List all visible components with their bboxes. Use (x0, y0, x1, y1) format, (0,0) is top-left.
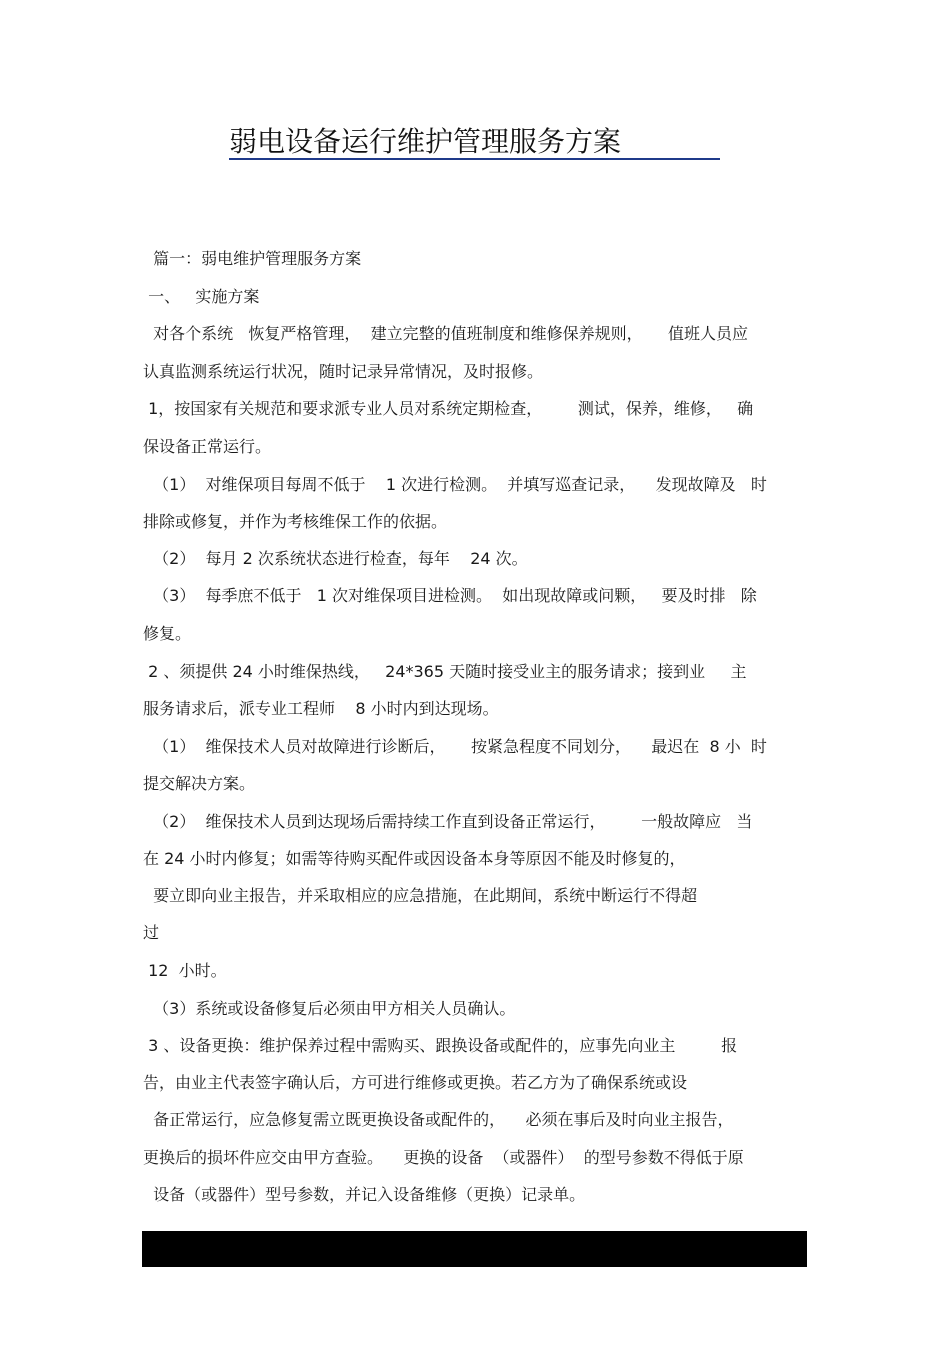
text-line: 备正常运行，应急修复需立既更换设备或配件的， 必须在事后及时向业主报告， (143, 1110, 734, 1129)
text-line: 告，由业主代表签字确认后，方可进行维修或更换。若乙方为了确保系统或设 (143, 1073, 688, 1092)
text-line: 认真监测系统运行状况，随时记录异常情况，及时报修。 (143, 362, 544, 381)
text-line: （2） 维保技术人员到达现场后需持续工作直到设备正常运行， 一般故障应 当 (143, 812, 753, 831)
text-line: 设备（或器件）型号参数，并记入设备维修（更换）记录单。 (143, 1185, 586, 1204)
text-line: （1） 对维保项目每周不低于 1 次进行检测。 并填写巡查记录， 发现故障及 时 (143, 475, 767, 494)
footer-bar (142, 1231, 807, 1267)
text-line: 服务请求后，派专业工程师 8 小时内到达现场。 (143, 699, 499, 718)
text-line: 3 、设备更换：维护保养过程中需购买、跟换设备或配件的，应事先向业主 报 (143, 1036, 738, 1055)
text-line: 2 、须提供 24 小时维保热线， 24*365 天随时接受业主的服务请求；接到业 主 (143, 662, 747, 681)
text-line: （3） 每季庶不低于 1 次对维保项目进检测。 如出现故障或问颗， 要及时排 除 (143, 586, 757, 605)
title-underline (229, 158, 720, 160)
page-title: 弱电设备运行维护管理服务方案 (229, 125, 622, 158)
text-line: （1） 维保技术人员对故障进行诊断后， 按紧急程度不同划分， 最迟在 8 小 时 (143, 737, 767, 756)
text-line: 12 小时。 (143, 961, 227, 980)
text-line: （3）系统或设备修复后必须由甲方相关人员确认。 (143, 999, 516, 1018)
text-line: 排除或修复，并作为考核维保工作的依据。 (143, 512, 448, 531)
text-line: 对各个系统 恢复严格管理， 建立完整的值班制度和维修保养规则， 值班人员应 (143, 324, 749, 343)
text-line: 提交解决方案。 (143, 774, 256, 793)
text-line: 过 (143, 923, 160, 942)
text-line: 篇一：弱电维护管理服务方案 (143, 249, 362, 268)
text-line: 修复。 (143, 624, 192, 643)
text-line: 一、 实施方案 (143, 287, 260, 306)
text-line: （2） 每月 2 次系统状态进行检查，每年 24 次。 (143, 549, 528, 568)
text-line: 保设备正常运行。 (143, 437, 272, 456)
text-line: 在 24 小时内修复；如需等待购买配件或因设备本身等原因不能及时修复的， (143, 849, 686, 868)
text-line: 1，按国家有关规范和要求派专业人员对系统定期检查， 测试，保养，维修， 确 (143, 399, 754, 418)
text-line: 要立即向业主报告，并采取相应的应急措施，在此期间，系统中断运行不得超 (143, 886, 698, 905)
text-line: 更换后的损坏件应交由甲方查验。 更换的设备 （或器件） 的型号参数不得低于原 (143, 1148, 744, 1167)
